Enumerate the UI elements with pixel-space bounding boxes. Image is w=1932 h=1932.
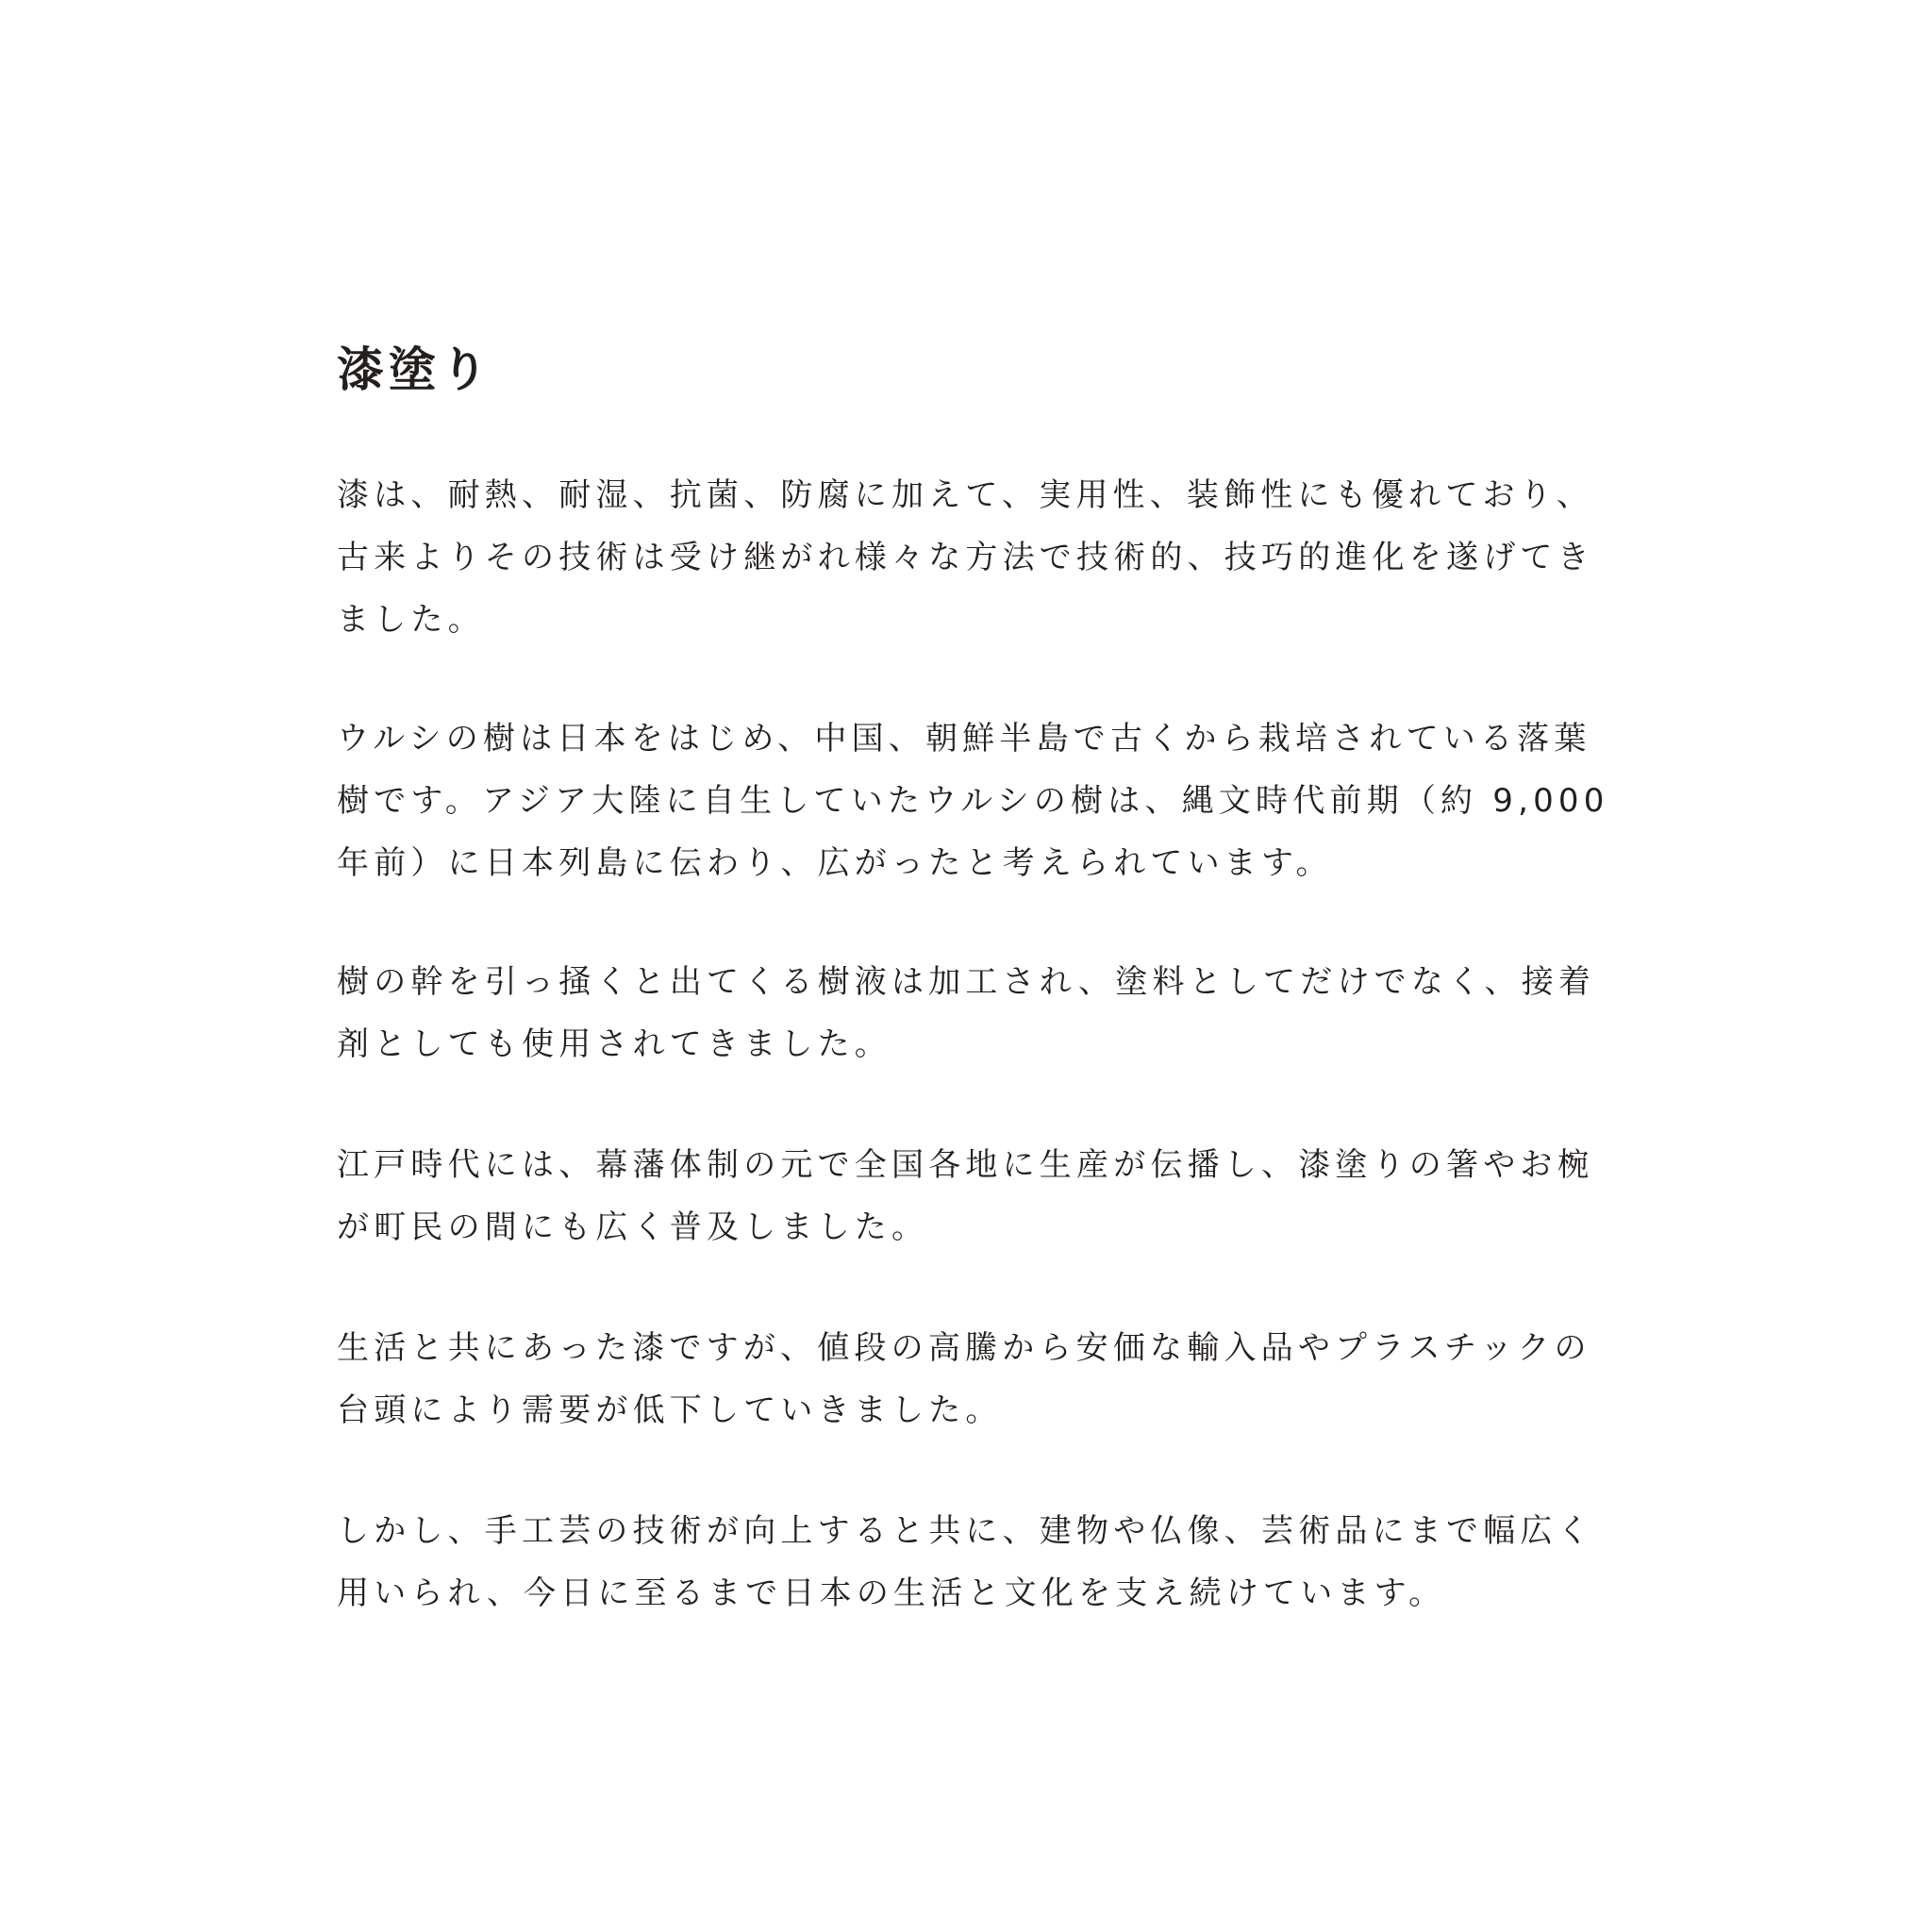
- text-line: 用いられ、今日に至るまで日本の生活と文化を支え続けています。: [337, 1574, 1446, 1612]
- text-line: ウルシの樹は日本をはじめ、中国、朝鮮半島で古くから栽培されている落葉: [337, 720, 1591, 758]
- text-line: が町民の間にも広く普及しました。: [337, 1208, 929, 1246]
- text-line: 台頭により需要が低下していきました。: [337, 1391, 1003, 1429]
- paragraph-edo-period: [337, 1134, 1594, 1258]
- text-line: しかし、手工芸の技術が向上すると共に、建物や仏像、芸術品にまで幅広く: [337, 1512, 1594, 1550]
- text-line: 生活と共にあった漆ですが、値段の高騰から安価な輸入品やプラスチックの: [337, 1329, 1591, 1367]
- text-line: 樹です。アジア大陸に自生していたウルシの樹は、縄文時代前期（約 9,000: [337, 782, 1609, 820]
- article: [337, 336, 1620, 1612]
- paragraph-demand-decline: [337, 1317, 1591, 1441]
- text-line: ました。: [337, 601, 485, 639]
- article-title: 漆塗り: [337, 342, 492, 397]
- text-line: 古来よりその技術は受け継がれ様々な方法で技術的、技巧的進化を遂げてき: [337, 539, 1594, 576]
- paragraph-sap-uses: [337, 951, 1595, 1075]
- text-line: 年前）に日本列島に伝わり、広がったと考えられています。: [337, 844, 1333, 882]
- text-line: 漆は、耐熱、耐湿、抗菌、防腐に加えて、実用性、装飾性にも優れており、: [337, 476, 1594, 514]
- text-line: 樹の幹を引っ掻くと出てくる樹液は加工され、塗料としてだけでなく、接着: [337, 963, 1596, 1001]
- text-line: 剤としても使用されてきました。: [337, 1025, 891, 1063]
- paragraph-modern-culture: [337, 1500, 1594, 1624]
- text-line: 江戸時代には、幕藩体制の元で全国各地に生産が伝播し、漆塗りの箸やお椀: [337, 1146, 1594, 1184]
- paragraph-urushi-tree: [337, 708, 1609, 894]
- paragraph-urushi-properties: [337, 464, 1594, 651]
